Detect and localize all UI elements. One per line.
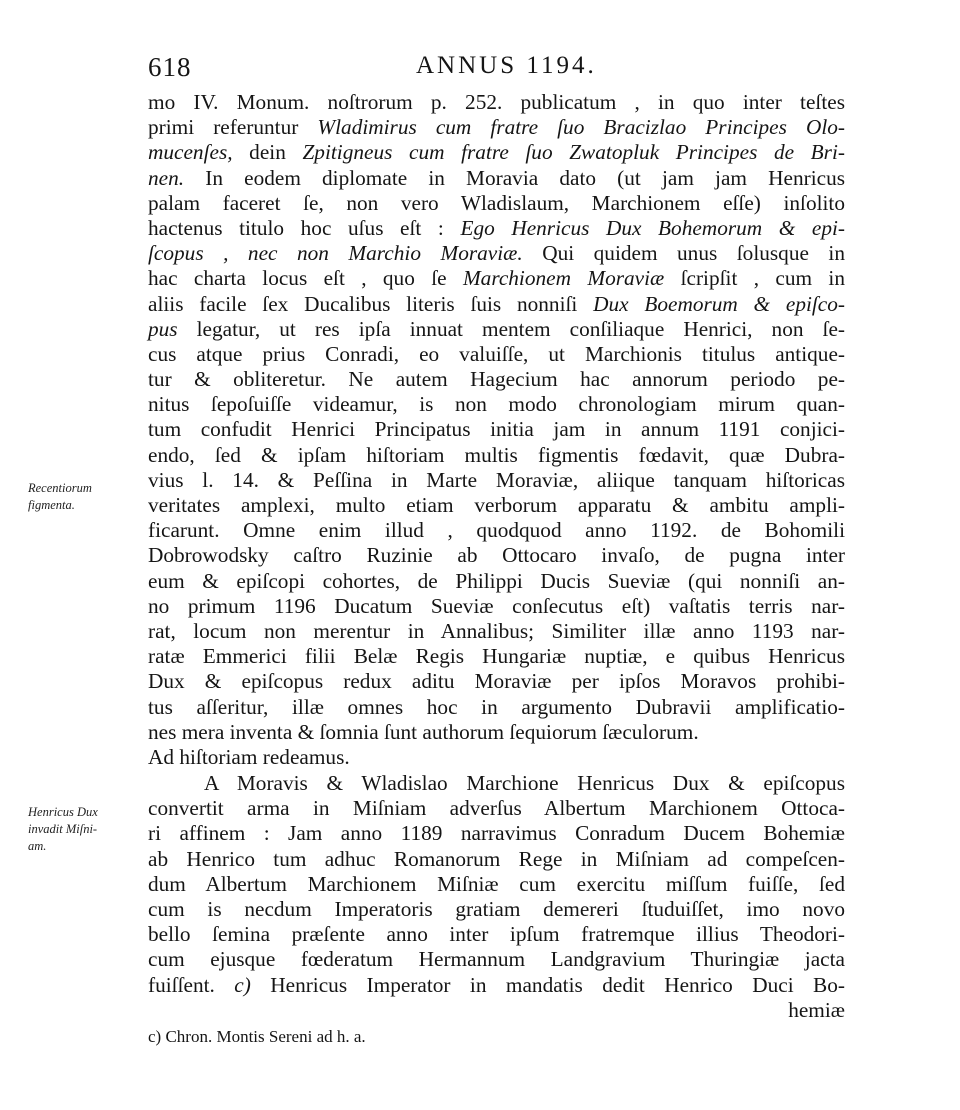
italic-segment: Zpitigneus cum fratre ſuo Zwatopluk Principes de Bri-	[302, 140, 845, 165]
text-line	[148, 317, 845, 342]
text-segment: Dux & epiſcopus redux aditu Moraviæ per ipſos Moravos prohibi-	[148, 669, 845, 694]
text-segment: primi referuntur	[148, 115, 318, 140]
text-segment: aliis facile ſex Ducalibus literis ſuis nonniſi	[148, 291, 594, 316]
footnote: c) Chron. Montis Sereni ad h. a.	[148, 1027, 366, 1046]
margin-note-henricus	[28, 804, 148, 855]
italic-segment: Wladimirus cum fratre ſuo Bracizlao Principes Olo-	[317, 115, 845, 140]
text-line	[148, 569, 845, 594]
text-line	[148, 493, 845, 518]
text-segment: convertit arma in Miſniam adverſus Albertum Marchionem Ottoca-	[148, 796, 845, 821]
text-line	[148, 266, 845, 291]
italic-segment: Marchionem Moraviæ	[462, 266, 665, 291]
text-line	[148, 922, 845, 947]
text-line	[148, 669, 845, 694]
text-segment: veritates amplexi, multo etiam verborum apparatu & ambitu ampli-	[148, 493, 845, 517]
margin-note-line: Henricus Dux	[28, 805, 98, 819]
text-segment: ſcripſit , cum in	[664, 266, 845, 291]
italic-segment: ſcopus , nec non Marchio Moraviæ.	[148, 241, 523, 266]
text-line	[148, 166, 845, 191]
text-line	[148, 292, 845, 317]
italic-segment: Ego Henricus Dux Bohemorum & epi-	[460, 215, 845, 240]
text-line	[148, 973, 845, 998]
text-line	[148, 998, 845, 1023]
text-segment: endo, ſed & ipſam hiſtoriam multis figmentis fœdavit, quæ Dubra-	[148, 442, 845, 467]
running-head: ANNUS 1194.	[416, 52, 597, 79]
text-segment: eum & epiſcopi cohortes, de Philippi Ducis Sueviæ (qui nonniſi an-	[148, 568, 845, 593]
text-line	[148, 115, 845, 140]
text-line	[148, 392, 845, 417]
text-segment: mo IV. Monum. noſtrorum p. 252. publicatum , in quo inter teſtes	[148, 90, 845, 114]
text-segment: bello ſemina præſente anno inter ipſum fratremque illius Theodori-	[148, 922, 845, 947]
text-segment: hactenus titulo hoc uſus eſt :	[148, 215, 461, 240]
text-segment: rat, locum non merentur in Annalibus; Similiter illæ anno 1193 nar-	[148, 618, 845, 643]
text-segment: Dobrowodsky caſtro Ruzinie ab Ottocaro invaſo, de pugna inter	[148, 543, 845, 568]
italic-segment: Dux Boemorum & epiſco-	[593, 291, 846, 316]
text-segment: dum Albertum Marchionem Miſniæ cum exercitu miſſum fuiſſe, ſed	[148, 871, 845, 896]
text-segment: fuiſſent.	[148, 972, 235, 997]
text-line	[148, 720, 845, 745]
text-line	[148, 443, 845, 468]
text-segment: tum confudit Henrici Principatus initia jam in annum 1191 conjici-	[148, 417, 845, 442]
text-segment: no primum 1196 Ducatum Sueviæ conſecutus eſt) vaſtatis terris nar-	[148, 593, 845, 618]
margin-note-line: Recentiorum	[28, 481, 92, 495]
margin-note-line: figmenta.	[28, 498, 75, 512]
page-header	[148, 52, 852, 88]
text-segment: nes mera inventa & ſomnia ſunt authorum ſequiorum ſæculorum.	[148, 719, 699, 744]
margin-note-recentiorum	[28, 480, 148, 514]
text-line	[148, 947, 845, 972]
text-segment: ri affinem : Jam anno 1189 narravimus Conradum Ducem Bohemiæ	[148, 821, 845, 846]
text-line	[148, 543, 845, 568]
text-segment: dein	[232, 140, 303, 165]
text-line	[148, 695, 845, 720]
text-segment: legatur, ut res ipſa innuat mentem conſiliaque Henrici, non ſe-	[177, 316, 845, 341]
text-line	[148, 771, 845, 796]
italic-segment: c)	[234, 972, 251, 997]
text-line	[148, 872, 845, 897]
text-segment: In eodem diplomate in Moravia dato (ut jam jam Henricus	[184, 165, 845, 190]
text-line	[148, 619, 845, 644]
text-line	[148, 367, 845, 392]
text-line	[148, 897, 845, 922]
body-paragraph-2	[148, 771, 845, 1023]
text-line	[148, 342, 845, 367]
text-line	[148, 216, 845, 241]
text-line	[148, 417, 845, 442]
text-segment: hemiæ	[788, 997, 845, 1022]
text-line	[148, 241, 845, 266]
text-segment: Henricus Imperator in mandatis dedit Henrico Duci Bo-	[250, 972, 845, 997]
text-segment: cum is necdum Imperatoris gratiam demereri ſtuduiſſet, imo novo	[148, 896, 845, 921]
text-segment: tur & obliteretur. Ne autem Hagecium hac annorum periodo pe-	[148, 367, 845, 392]
text-segment: ficarunt. Omne enim illud , quodquod anno 1192. de Bohomili	[148, 518, 845, 543]
page-number: 618	[148, 52, 192, 82]
text-line	[148, 90, 845, 115]
text-segment: hac charta locus eſt , quo ſe	[148, 266, 463, 291]
text-segment: tus aſſeritur, illæ omnes hoc in argumento Dubravii amplificatio-	[148, 694, 845, 719]
text-segment: cum ejusque fœderatum Hermannum Landgravium Thuringiæ jacta	[148, 947, 845, 972]
text-line	[148, 796, 845, 821]
text-line	[148, 745, 845, 770]
text-line	[148, 821, 845, 846]
text-line	[148, 644, 845, 669]
text-segment: nitus ſepoſuiſſe videamur, is non modo chronologiam mirum quan-	[148, 392, 845, 417]
margin-note-line: invadit Miſni-	[28, 822, 98, 836]
italic-segment: pus	[148, 316, 178, 341]
text-segment: ab Henrico tum adhuc Romanorum Rege in Miſniam ad compeſcen-	[148, 846, 845, 871]
text-segment: A Moravis & Wladislao Marchione Henricus Dux & epiſcopus	[204, 771, 845, 795]
text-line	[148, 468, 845, 493]
text-line	[148, 518, 845, 543]
text-segment: Ad hiſtoriam redeamus.	[148, 744, 350, 769]
text-segment: vius l. 14. & Peſſina in Marte Moraviæ, aliique tanquam hiſtoricas	[148, 467, 845, 492]
text-line	[148, 594, 845, 619]
text-line	[148, 140, 845, 165]
text-segment: Qui quidem unus ſolusque in	[522, 241, 845, 266]
text-line	[148, 847, 845, 872]
italic-segment: nen.	[148, 165, 185, 190]
text-line	[148, 191, 845, 216]
text-segment: cus atque prius Conradi, eo valuiſſe, ut Marchionis titulus antique-	[148, 341, 845, 366]
italic-segment: mucenſes,	[148, 140, 233, 165]
margin-note-line: am.	[28, 839, 47, 853]
text-segment: palam faceret ſe, non vero Wladislaum, Marchionem eſſe) inſolito	[148, 190, 845, 215]
text-segment: ratæ Emmerici filii Belæ Regis Hungariæ nuptiæ, e quibus Henricus	[148, 644, 845, 669]
body-paragraph-1	[148, 90, 845, 770]
